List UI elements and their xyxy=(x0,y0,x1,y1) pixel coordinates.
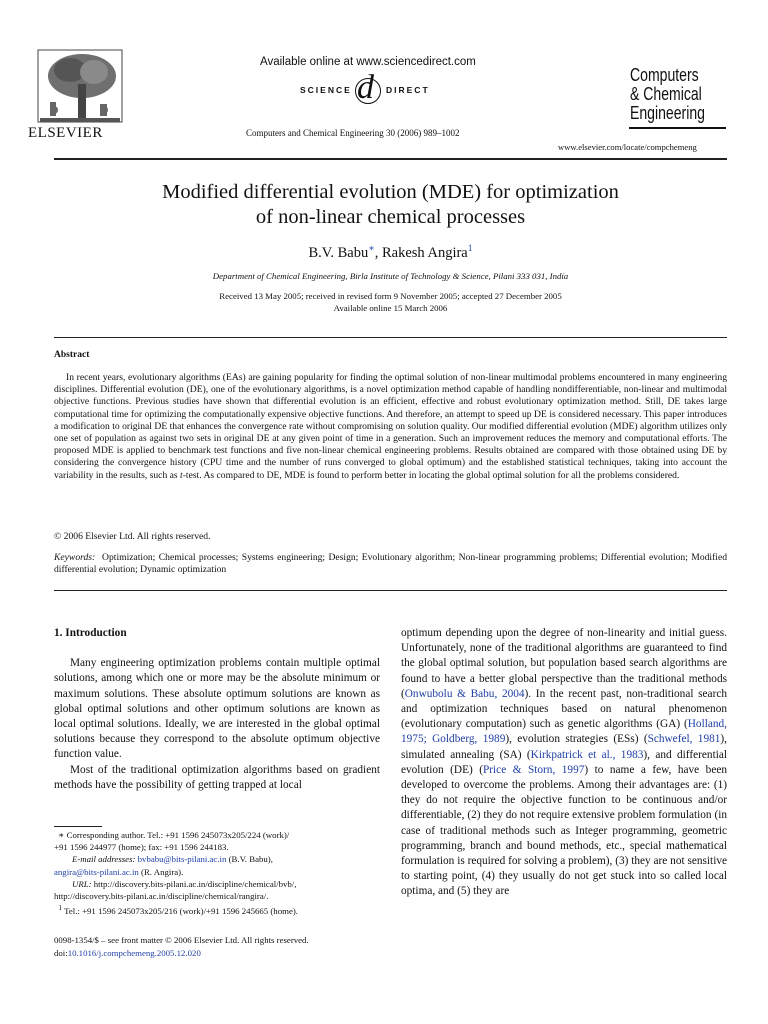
footnote-rule xyxy=(54,826,102,827)
footnote-text: +91 1596 244977 (home); fax: +91 1596 244183. xyxy=(54,842,229,853)
sciencedirect-logo xyxy=(300,69,450,110)
author-separator: , xyxy=(374,244,382,261)
doi-link[interactable]: 10.1016/j.compchemeng.2005.12.020 xyxy=(67,948,201,958)
doi-line xyxy=(54,947,309,960)
footnote-text: Tel.: +91 1596 245073x205/216 (work)/+91 1596 245665 (home). xyxy=(64,906,298,917)
author-list xyxy=(54,243,727,262)
paragraph-text: optimum depending upon the degree of non-linearity and initial guess. Unfortunately, none of the traditional algorithms are guaranteed to find the global optimal solution, but population based search algorithms are found to have a better global perspective than the traditional methods ( xyxy=(401,627,727,700)
keywords-list: Optimization; Chemical processes; Systems engineering; Design; Evolutionary algorithm; Non-linear programming problems; Differential evolution; Modified differential evolution; Dynamic optimization xyxy=(54,552,727,576)
email-link[interactable]: angira@bits-pilani.ac.in xyxy=(54,866,139,877)
email-link[interactable]: bvbabu@bits-pilani.ac.in xyxy=(137,854,227,865)
url-text[interactable]: http://discovery.bits-pilani.ac.in/discipline/chemical/bvb/, xyxy=(91,878,297,889)
footnote-url xyxy=(54,878,380,890)
journal-title-line: Engineering xyxy=(630,103,705,123)
paragraph xyxy=(401,626,727,900)
abstract-text: In recent years, evolutionary algorithms (EAs) are gaining popularity for finding the optimal solution of non-linear multimodal problems encountered in many engineering disciplines. Differential evolution (DE), one of the evolutionary algorithms, is a novel optimization method capable of handling nondifferentiable, non-linear and multimodal objective functions. Previous studies have shown that differential evolution is an efficient, effective and robust evolutionary optimization method. Still, DE takes large computational time for optimizing the computationally expensive objective functions. And therefore, an attempt to speed up DE is considered necessary. This paper introduces a modification to original DE that enhances the convergence rate without compromising on solution quality. Our modified differential evolution (MDE) algorithm utilizes only one set of population as against two sets in original DE at any given point of time in a generation. Such an improvement reduces the memory and computational efforts. The proposed MDE is applied to benchmark test functions and five non-linear chemical engineering problems. Results obtained are compared with those obtained using DE by considering the convergence history (CPU time and the number of runs converged to global optimum) and the established statistical techniques, taking into account the variability in the results, such as xyxy=(54,372,727,481)
right-column xyxy=(401,626,727,900)
paragraph-text: ), and differential evolution (DE) ( xyxy=(401,748,727,776)
corresponding-author-mark[interactable]: ∗ xyxy=(368,244,375,254)
received-dates: Received 13 May 2005; received in revised form 9 November 2005; accepted 27 December 2005 xyxy=(219,291,562,301)
abstract-top-rule xyxy=(54,337,727,338)
paragraph-text: ), evolution strategies (ESs) ( xyxy=(505,733,648,746)
footnote-mark[interactable]: 1 xyxy=(467,244,473,254)
journal-title-underline xyxy=(629,127,726,129)
citation-link[interactable]: Schwefel, 1981 xyxy=(647,733,721,746)
footnote-email xyxy=(54,866,380,878)
journal-title xyxy=(630,66,705,123)
citation-link[interactable]: Price & Storn, 1997 xyxy=(483,763,585,776)
author-name[interactable]: Rakesh Angira xyxy=(381,244,468,261)
paper-title xyxy=(54,180,727,230)
paragraph: Many engineering optimization problems contain multiple optimal solutions, among which one or more may be the absolute minimum or maximum solutions. These absolute optimum solutions are known as global optimal solutions and other optimum solutions are known as local optimal solutions. Ideally, we are interested in the global optimal solutions because they correspond to the absolute optimum objective function value. xyxy=(54,657,380,761)
footnote-email xyxy=(54,853,380,865)
abstract-text: -test. As compared to DE, MDE is found to perform better in locating the global optimal solution for all the problems considered. xyxy=(182,469,680,481)
keywords xyxy=(54,552,727,576)
author-name[interactable]: B.V. Babu xyxy=(308,244,369,261)
issn-line: 0098-1354/$ – see front matter © 2006 Elsevier Ltd. All rights reserved. xyxy=(54,935,309,945)
paragraph-text: ), simulated annealing (SA) ( xyxy=(401,733,727,761)
available-online-text: Available online at www.sciencedirect.com xyxy=(260,56,476,68)
email-label: E-mail addresses: xyxy=(72,854,136,865)
citation-link[interactable]: Kirkpatrick et al., 1983 xyxy=(530,748,644,761)
journal-title-line: Computers xyxy=(630,65,699,85)
abstract-copyright: © 2006 Elsevier Ltd. All rights reserved. xyxy=(54,531,211,542)
paragraph: Most of the traditional optimization algorithms based on gradient methods have the possibility of getting trapped at local xyxy=(54,763,380,791)
sciencedirect-right-word: DIRECT xyxy=(386,85,430,95)
citation-link[interactable]: Holland, 1975; Goldberg, 1989 xyxy=(401,718,727,746)
abstract-heading: Abstract xyxy=(54,350,90,360)
footnote-text: (B.V. Babu), xyxy=(226,854,273,865)
sciencedirect-d-mark: d xyxy=(357,69,374,106)
paragraph-text: ). In the recent past, non-traditional search and optimization techniques based on natural phenomenon (evolutionary computation) such as genetic algorithms (GA) ( xyxy=(401,687,727,731)
left-column xyxy=(54,626,380,793)
footnote-text: Corresponding author. Tel.: +91 1596 245073x205/224 (work)/ xyxy=(66,830,290,840)
elsevier-tree-logo xyxy=(30,44,130,134)
footnote-mark: ∗ xyxy=(58,830,65,840)
url-label: URL: xyxy=(72,878,92,889)
doi-label: doi: xyxy=(54,948,68,958)
publisher-name: ELSEVIER xyxy=(28,125,103,141)
abstract-body xyxy=(54,372,727,482)
footnote-mark: 1 xyxy=(58,903,63,913)
sciencedirect-circle xyxy=(355,78,381,104)
article-history xyxy=(54,290,727,314)
abstract-bottom-rule xyxy=(54,590,727,591)
journal-title-line: & Chemical xyxy=(630,84,702,104)
available-online-date: Available online 15 March 2006 xyxy=(333,303,448,313)
footnote-corresponding xyxy=(54,829,380,841)
affiliation: Department of Chemical Engineering, Birla Institute of Technology & Science, Pilani 333 031, India xyxy=(212,271,569,281)
paper-title-line: Modified differential evolution (MDE) for optimization xyxy=(162,181,619,203)
section-heading: 1. Introduction xyxy=(54,627,127,639)
paper-title-line: of non-linear chemical processes xyxy=(255,206,526,228)
sciencedirect-left-word: SCIENCE xyxy=(300,85,352,95)
header-rule xyxy=(54,158,727,160)
journal-url[interactable]: www.elsevier.com/locate/compchemeng xyxy=(558,142,697,152)
footnote-text: (R. Angira). xyxy=(138,866,184,877)
keywords-label: Keywords: xyxy=(54,552,96,563)
journal-reference: Computers and Chemical Engineering 30 (2006) 989–1002 xyxy=(246,128,460,138)
abstract-italic-term: t xyxy=(180,469,183,481)
footnote-url[interactable]: http://discovery.bits-pilani.ac.in/discipline/chemical/rangira/. xyxy=(54,891,269,902)
paragraph-text: ) to name a few, have been developed to overcome the problems. Among their advantages are: (1) they do not require the objective function to be continuous and/or differentiable, (2) they do not require extensive problem formulation (in case of traditional methods such as Integer programming, geometric programming, branch and bound methods, etc., special mathematical formulation is required for solving a problem), (3) they are not sensitive to starting point, (4) they usually do not get stuck into so called local optima, and (5) they are xyxy=(401,763,728,898)
footnotes xyxy=(54,829,380,917)
citation-link[interactable]: Onwubolu & Babu, 2004 xyxy=(404,687,525,700)
footnote-one xyxy=(54,902,380,917)
front-matter-info xyxy=(54,934,309,960)
